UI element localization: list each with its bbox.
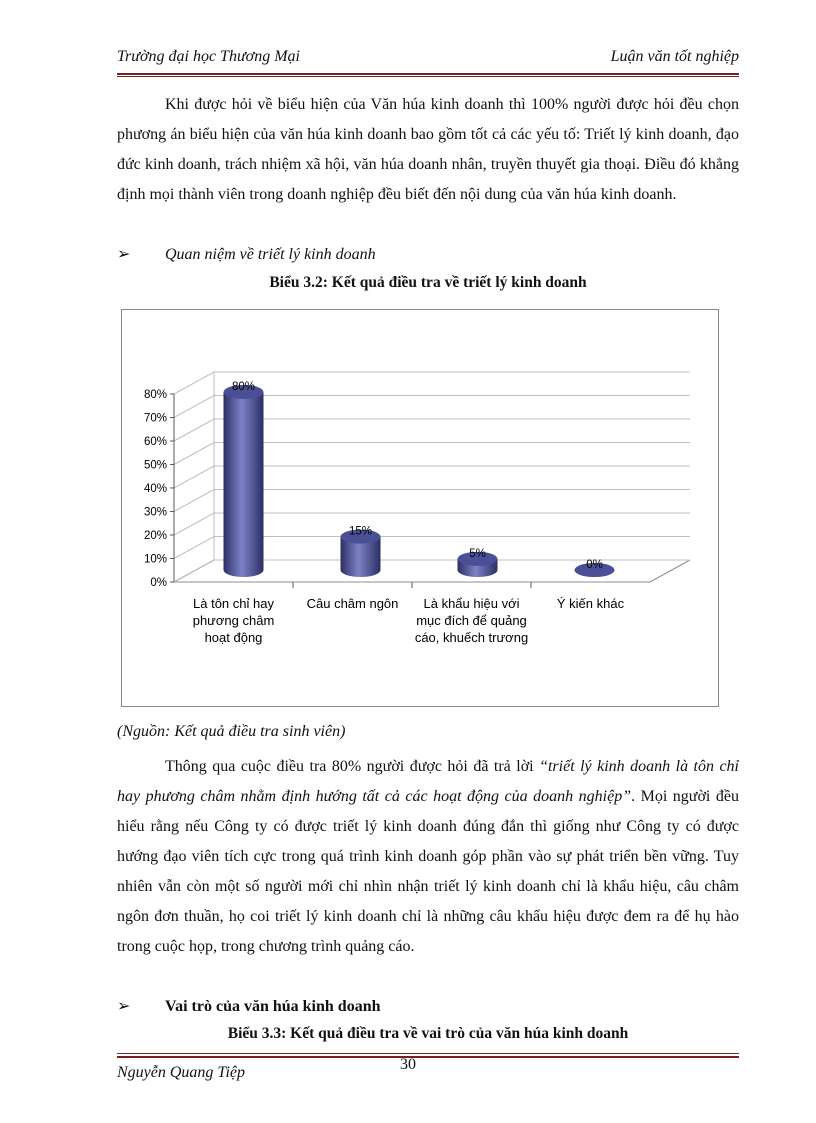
paragraph-2 bbox=[117, 752, 739, 962]
paragraph-2-start: Thông qua cuộc điều tra 80% người được hỏi đã trả lời bbox=[165, 758, 540, 775]
x-category-label: Là tôn chỉ hay bbox=[193, 596, 274, 611]
arrow-bullet-icon: ➢ bbox=[117, 246, 131, 263]
figure-caption-3-2: Biểu 3.2: Kết quả điều tra về triết lý kinh doanh bbox=[269, 274, 587, 291]
x-category-label: phương châm bbox=[192, 613, 275, 628]
y-tick-label: 50% bbox=[143, 459, 167, 472]
bullet-2 bbox=[117, 996, 381, 1016]
x-category-label: cáo, khuếch trương bbox=[414, 630, 529, 645]
header-thesis-type: Luận văn tốt nghiệp bbox=[610, 48, 739, 65]
bullet-1-text: Quan niệm về triết lý kinh doanh bbox=[165, 246, 376, 263]
header-rule bbox=[117, 73, 739, 75]
paragraph-1-text: Khi được hỏi về biểu hiện của Văn húa kinh doanh thì 100% người được hỏi đều chọn phương án biểu hiện của văn húa kinh doanh bao gồm tốt cả các yếu tố: Triết lý kinh doanh, đạo đức kinh doanh, trách nhiệm xã hội, văn húa doanh nhân, truyền thuyết gia thoại. Điều đó khẳng định mọi thành viên trong doanh nghiệp đều biết đến nội dung của văn húa kinh doanh. bbox=[117, 96, 739, 203]
header-university: Trường đại học Thương Mại bbox=[117, 48, 300, 65]
y-tick-label: 10% bbox=[143, 553, 167, 566]
footer-rule-thin bbox=[117, 1053, 739, 1054]
bar-chart bbox=[122, 310, 718, 706]
data-label: 80% bbox=[231, 381, 256, 393]
paragraph-1 bbox=[117, 90, 739, 210]
page-header bbox=[117, 48, 739, 70]
data-label: 5% bbox=[469, 547, 486, 560]
arrow-bullet-icon: ➢ bbox=[117, 998, 131, 1015]
x-category-label: mục đích để quảng bbox=[416, 613, 527, 628]
y-tick-label: 80% bbox=[143, 389, 167, 401]
x-category-label: Ý kiến khác bbox=[556, 596, 625, 611]
y-tick-label: 40% bbox=[143, 483, 167, 495]
paragraph-2-quote: “triết lý kinh doanh là tôn chỉ hay phương châm nhằm định hướng tất cả các hoạt động của doanh nghiệp” bbox=[117, 758, 740, 805]
y-tick-label: 70% bbox=[143, 412, 167, 425]
header-rule-thin bbox=[117, 76, 739, 77]
page-number: 30 bbox=[400, 1056, 416, 1073]
y-tick-label: 0% bbox=[150, 577, 167, 589]
source-note: (Nguồn: Kết quả điều tra sinh viên) bbox=[117, 723, 346, 740]
y-tick-label: 60% bbox=[143, 436, 167, 448]
bullet-2-text: Vai trò của văn húa kinh doanh bbox=[165, 998, 381, 1015]
x-category-label: Là khẩu hiệu với bbox=[423, 596, 520, 611]
bullet-1 bbox=[117, 244, 376, 264]
data-label: 0% bbox=[586, 559, 603, 571]
x-category-label: Câu châm ngôn bbox=[306, 596, 399, 611]
data-label: 15% bbox=[348, 525, 373, 538]
y-tick-label: 20% bbox=[143, 530, 167, 542]
figure-caption-3-3: Biểu 3.3: Kết quả điều tra về vai trò của văn húa kinh doanh bbox=[227, 1025, 629, 1042]
chart-frame bbox=[121, 309, 719, 707]
x-category-label: hoạt động bbox=[204, 630, 263, 645]
bar-body bbox=[224, 392, 264, 577]
paragraph-2-end: . Mọi người đều hiểu rằng nếu Công ty có được triết lý kinh doanh đúng đắn thì giống như Công ty có được hướng đạo viên tích cực trong quá trình kinh doanh góp phần vào sự phát triển bền vững. Tuy nhiên vẫn còn một số người mới chỉ nhìn nhận triết lý kinh doanh chỉ là khẩu hiệu, câu châm ngôn đơn thuần, họ coi triết lý kinh doanh chỉ là những câu khẩu hiệu được đem ra để hụ hào trong cuộc họp, trong chương trình quảng cáo. bbox=[117, 788, 739, 955]
author-name: Nguyễn Quang Tiệp bbox=[117, 1064, 245, 1081]
y-tick-label: 30% bbox=[143, 506, 167, 519]
